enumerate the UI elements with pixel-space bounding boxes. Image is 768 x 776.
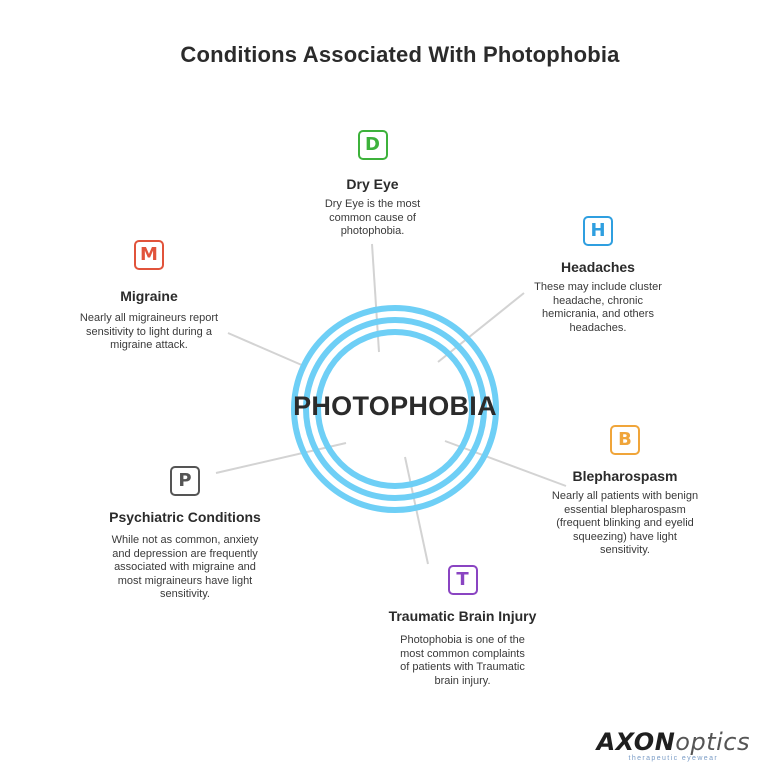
- letter-p-icon: P: [170, 466, 200, 496]
- logo-tagline: therapeutic eyewear: [628, 755, 719, 762]
- node-description: Nearly all migraineurs report sensitivity to light during a migraine attack.: [79, 312, 219, 351]
- node-dry-eye: [290, 130, 455, 239]
- logo-wordmark: [597, 730, 750, 754]
- logo-primary: AXON: [596, 728, 676, 756]
- node-title: Migraine: [120, 288, 178, 304]
- node-psychiatric-conditions: [95, 466, 275, 602]
- axonoptics-logo: [597, 730, 750, 762]
- node-traumatic-brain-injury: [375, 565, 550, 688]
- node-title: Headaches: [561, 259, 635, 275]
- node-title: Blepharospasm: [572, 468, 678, 484]
- node-title: Psychiatric Conditions: [109, 509, 261, 525]
- node-description: Photophobia is one of the most common complaints of patients with Traumatic brain injury.: [400, 634, 525, 687]
- node-migraine: [70, 240, 228, 353]
- node-description: Dry Eye is the most common cause of photophobia.: [324, 198, 421, 237]
- node-title: Traumatic Brain Injury: [388, 608, 537, 624]
- letter-d-icon: D: [358, 130, 388, 160]
- node-description: While not as common, anxiety and depression are frequently associated with migraine and most migraineurs have light sensitivity.: [111, 534, 259, 600]
- node-headaches: [520, 216, 676, 335]
- node-blepharospasm: [545, 425, 705, 558]
- logo-secondary: optics: [675, 728, 750, 756]
- diagram-title: Conditions Associated With Photophobia: [180, 42, 620, 67]
- letter-h-icon: H: [583, 216, 613, 246]
- letter-m-icon: M: [134, 240, 164, 270]
- connector-migraine: [228, 333, 304, 366]
- node-title: Dry Eye: [346, 176, 399, 192]
- node-description: These may include cluster headache, chronic hemicrania, and others headaches.: [534, 281, 662, 334]
- hub-label: PHOTOPHOBIA: [293, 391, 497, 421]
- node-description: Nearly all patients with benign essential blepharospasm (frequent blinking and eyelid squeezing) have light sensitivity.: [551, 490, 699, 556]
- letter-b-icon: B: [610, 425, 640, 455]
- letter-t-icon: T: [448, 565, 478, 595]
